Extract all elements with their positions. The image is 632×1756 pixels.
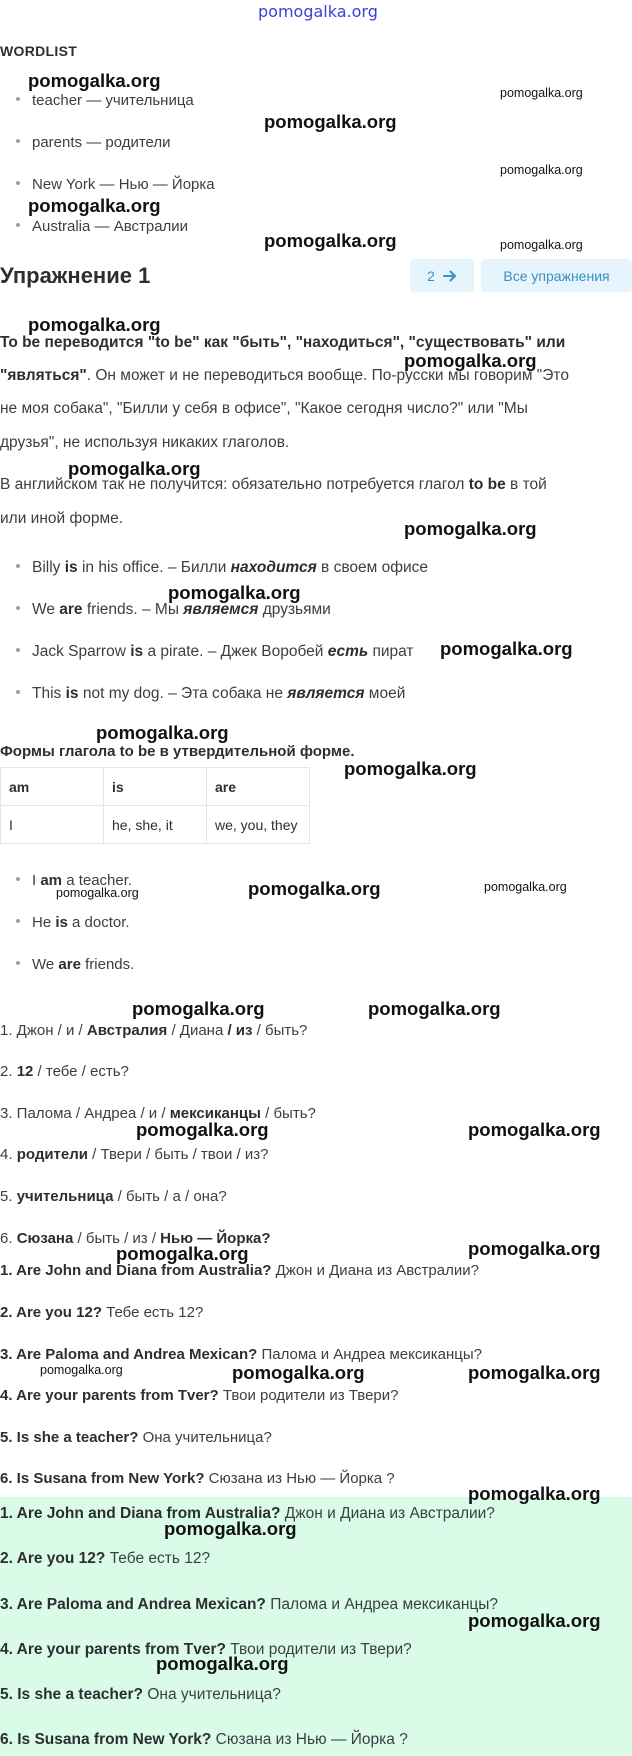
next-exercise-button[interactable]	[410, 259, 474, 292]
arrow-right-icon	[443, 270, 457, 282]
exercise-title: Упражнение 1	[0, 263, 151, 288]
list-item: We are friends.	[16, 956, 134, 973]
bullet-icon	[16, 564, 20, 568]
answer-box-line: 1. Are John and Diana from Australia? Джон и Диана из Австралии?	[0, 1505, 495, 1522]
watermark: pomogalka.org	[468, 1483, 601, 1504]
watermark: pomogalka.org	[232, 1362, 365, 1383]
bullet-icon	[16, 919, 20, 923]
bullet-icon	[16, 877, 20, 881]
answer-box-line: 2. Are you 12? Тебе есть 12?	[0, 1550, 211, 1567]
table-row	[1, 806, 310, 844]
watermark: pomogalka.org	[344, 758, 477, 779]
bullet-icon	[16, 690, 20, 694]
bullet-icon	[16, 961, 20, 965]
watermark: pomogalka.org	[40, 1363, 123, 1377]
theory-line: "являться". Он может и не переводиться вообще. По-русски мы говорим "Это	[0, 367, 569, 384]
watermark: pomogalka.org	[136, 1119, 269, 1140]
answer-box-line: 3. Are Paloma and Andrea Mexican? Палома и Андреа мексиканцы?	[0, 1596, 499, 1613]
watermark: pomogalka.org	[500, 86, 583, 100]
watermark: pomogalka.org	[248, 878, 381, 899]
answer-line: 4. Are your parents from Tver? Твои родители из Твери?	[0, 1387, 399, 1404]
watermark: pomogalka.org	[484, 880, 567, 894]
wordlist-item: Australia — Австралии	[32, 218, 189, 235]
list-item	[16, 92, 194, 109]
table-header-cell: are	[207, 768, 310, 806]
watermark: pomogalka.org	[404, 350, 537, 371]
answer-line: 3. Are Paloma and Andrea Mexican? Палома и Андреа мексиканцы?	[0, 1346, 482, 1363]
watermark: pomogalka.org	[28, 195, 161, 216]
watermark: pomogalka.org	[132, 998, 265, 1019]
all-exercises-button[interactable]: Все упражнения	[481, 259, 632, 292]
answer-box-line: 4. Are your parents from Tver? Твои родители из Твери?	[0, 1641, 412, 1658]
watermark: pomogalka.org	[28, 70, 161, 91]
watermark: pomogalka.org	[404, 518, 537, 539]
watermark: pomogalka.org	[156, 1653, 289, 1674]
watermark: pomogalka.org	[68, 458, 201, 479]
answer-box-line: 6. Is Susana from New York? Сюзана из Нью — Йорка ?	[0, 1731, 408, 1748]
bullet-icon	[16, 223, 20, 227]
watermark: pomogalka.org	[56, 886, 139, 900]
list-item: We are friends. – Мы являемся друзьями	[16, 601, 331, 619]
task-line: 2. 12 / тебе / есть?	[0, 1063, 129, 1080]
wordlist-item: teacher — учительница	[32, 92, 194, 109]
list-item: Billy is in his office. – Билли находится в своем офисе	[16, 559, 428, 577]
watermark: pomogalka.org	[468, 1610, 601, 1631]
next-exercise-label: 2	[427, 267, 435, 284]
table-cell: we, you, they	[207, 806, 310, 844]
watermark: pomogalka.org	[96, 722, 229, 743]
theory-line: друзья", не используя никаких глаголов.	[0, 434, 290, 451]
bullet-icon	[16, 606, 20, 610]
watermark: pomogalka.org	[468, 1238, 601, 1259]
wordlist-item: New York — Нью — Йорка	[32, 176, 215, 193]
list-item	[16, 218, 188, 235]
theory-line: или иной форме.	[0, 510, 124, 527]
list-item: I am a teacher.	[16, 872, 132, 889]
answer-line: 5. Is she a teacher? Она учительница?	[0, 1429, 272, 1446]
task-line: 3. Палома / Андреа / и / мексиканцы / быть?	[0, 1105, 316, 1122]
bullet-icon	[16, 648, 20, 652]
answer-line: 2. Are you 12? Тебе есть 12?	[0, 1304, 204, 1321]
watermark: pomogalka.org	[116, 1243, 249, 1264]
task-line: 5. учительница / быть / а / она?	[0, 1188, 227, 1205]
watermark: pomogalka.org	[440, 638, 573, 659]
theory-line: не моя собака", "Билли у себя в офисе", "Какое сегодня число?" или "Мы	[0, 400, 528, 417]
bullet-icon	[16, 139, 20, 143]
table-header-cell: am	[1, 768, 104, 806]
site-link[interactable]: pomogalka.org	[258, 2, 378, 21]
list-item	[16, 134, 171, 151]
task-line: 6. Сюзана / быть / из / Нью — Йорка?	[0, 1230, 271, 1247]
table-row	[1, 768, 310, 806]
watermark: pomogalka.org	[500, 163, 583, 177]
watermark: pomogalka.org	[264, 111, 397, 132]
wordlist-title: WORDLIST	[0, 43, 78, 59]
table-cell: he, she, it	[104, 806, 207, 844]
watermark: pomogalka.org	[28, 314, 161, 335]
watermark: pomogalka.org	[164, 1518, 297, 1539]
wordlist-item: parents — родители	[32, 134, 171, 151]
watermark: pomogalka.org	[468, 1362, 601, 1383]
watermark: pomogalka.org	[168, 582, 301, 603]
answer-line: 1. Are John and Diana from Australia? Джон и Диана из Австралии?	[0, 1262, 479, 1279]
list-item: He is a doctor.	[16, 914, 130, 931]
list-item: This is not my dog. – Эта собака не является моей	[16, 685, 405, 703]
task-line: 1. Джон / и / Австралия / Диана / из / быть?	[0, 1022, 308, 1039]
bullet-icon	[16, 97, 20, 101]
forms-table	[0, 767, 310, 844]
watermark: pomogalka.org	[500, 238, 583, 252]
answer-box-line: 5. Is she a teacher? Она учительница?	[0, 1686, 281, 1703]
list-item: Jack Sparrow is a pirate. – Джек Воробей есть пират	[16, 643, 414, 661]
watermark: pomogalka.org	[264, 230, 397, 251]
bullet-icon	[16, 181, 20, 185]
task-line: 4. родители / Твери / быть / твои / из?	[0, 1146, 269, 1163]
table-header-cell: is	[104, 768, 207, 806]
watermark: pomogalka.org	[468, 1119, 601, 1140]
list-item	[16, 176, 215, 193]
theory-line: В английском так не получится: обязательно потребуется глагол to be в той	[0, 476, 547, 493]
table-cell: I	[1, 806, 104, 844]
answer-line: 6. Is Susana from New York? Сюзана из Нью — Йорка ?	[0, 1470, 395, 1487]
forms-title: Формы глагола to be в утвердительной форме.	[0, 743, 355, 760]
watermark: pomogalka.org	[368, 998, 501, 1019]
theory-line: To be переводится "to be" как "быть", "находиться", "существовать" или	[0, 334, 566, 351]
